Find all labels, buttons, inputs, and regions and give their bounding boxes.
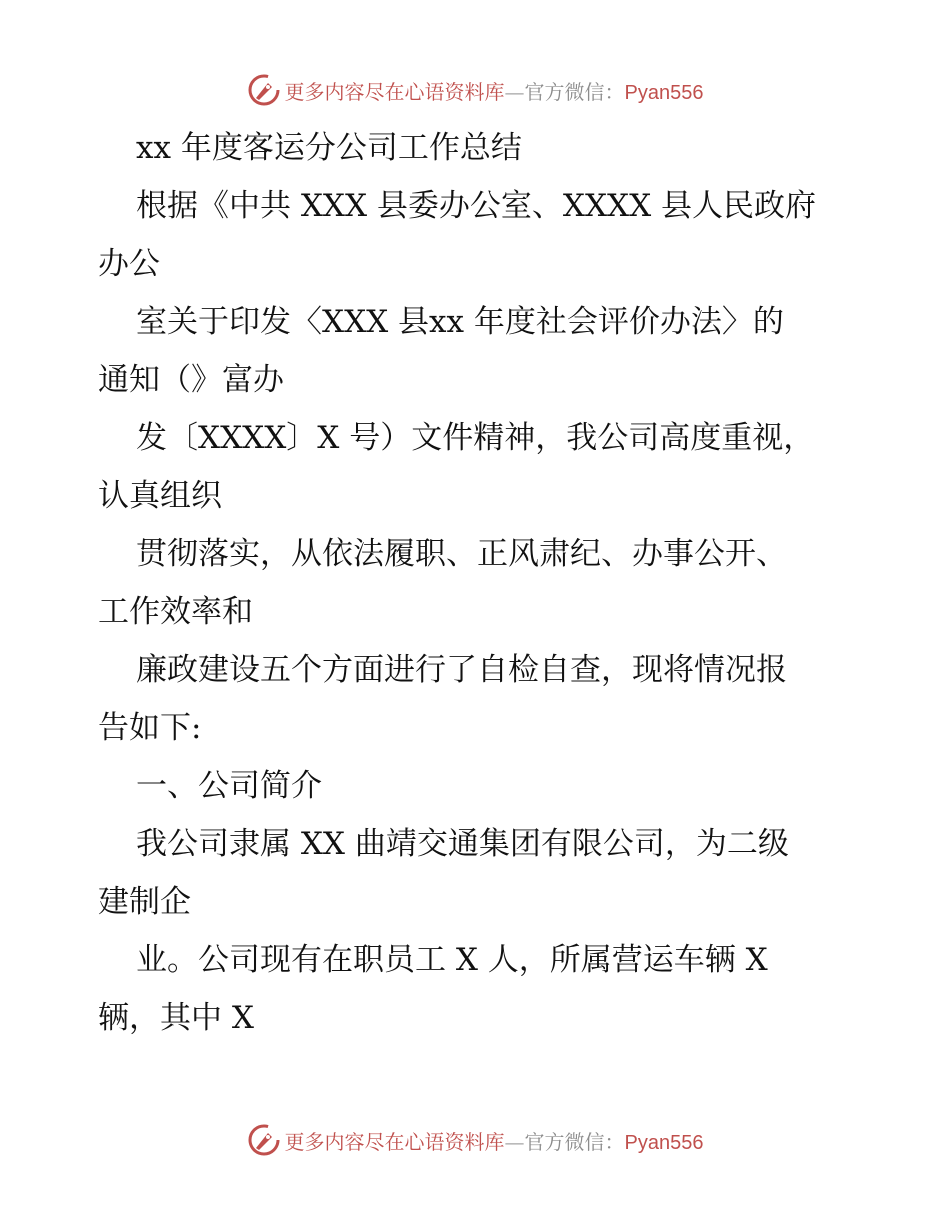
banner-dash: — [504,79,525,104]
text-line: 辆，其中 X [98,1000,254,1036]
text-line: 发〔XXXX〕X 号）文件精神，我公司高度重视， [136,420,815,456]
text-line: 建制企 [98,884,191,920]
text-line: 认真组织 [98,478,222,514]
banner-text [285,1126,704,1155]
banner-wechat-id: Pyan556 [624,81,704,104]
text-line: 办公 [98,246,160,282]
text-line: 贯彻落实，从依法履职、正风肃纪、办事公开、 [136,536,787,572]
banner-promo: 更多内容尽在心语资料库 [284,79,505,104]
banner-wechat-label: 官方微信： [524,79,625,104]
text-line: 室关于印发〈XXX 县xx 年度社会评价办法〉的 [136,304,784,340]
footer-banner [0,1120,950,1160]
text-line: 通知（》富办 [98,362,284,398]
banner-text [285,76,704,105]
text-line: 告如下: [98,710,202,746]
document-body [98,119,858,1047]
section-heading: 一、公司简介 [136,768,322,804]
text-line: 根据《中共 XXX 县委办公室、XXXX 县人民政府 [136,188,817,224]
banner-dash: — [504,1129,525,1154]
pen-nib-logo-icon [247,73,281,107]
banner-wechat-id: Pyan556 [624,1131,704,1154]
text-line: 业。公司现有在职员工 X 人，所属营运车辆 X [136,942,768,978]
banner-promo: 更多内容尽在心语资料库 [284,1129,505,1154]
text-line: 我公司隶属 XX 曲靖交通集团有限公司，为二级 [136,826,789,862]
text-line: 廉政建设五个方面进行了自检自查，现将情况报 [136,652,787,688]
banner-wechat-label: 官方微信： [524,1129,625,1154]
text-line: 工作效率和 [98,594,253,630]
pen-nib-logo-icon [247,1123,281,1157]
header-banner [0,70,950,110]
document-title: xx 年度客运分公司工作总结 [136,130,522,166]
